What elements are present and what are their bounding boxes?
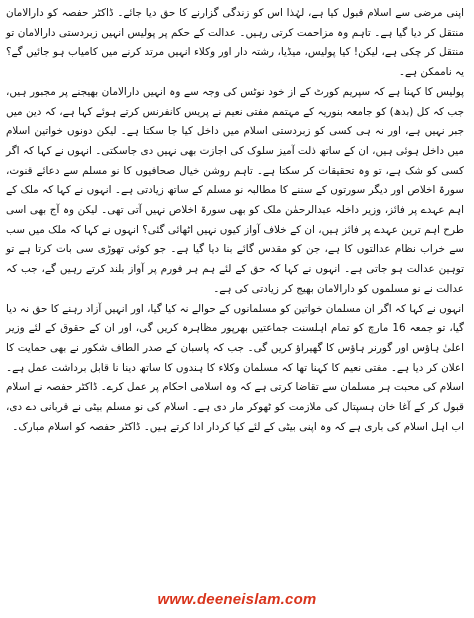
paragraph-1: اپنی مرضی سے اسلام قبول کیا ہے، لہٰذا اس کو زندگی گزارنے کا حق دیا جائے۔ ڈاکٹر حفصہ کو دارالامان منتقل کر دیا گیا ہے۔ تاہم وہ مزاحمت کرتی رہیں۔ عدالت کے حکم پر پولیس انہیں زبردستی دارالامان تو منتقل کر چکی ہے، لیکن! کیا پولیس، میڈیا، رشتہ دار اور وکلاء انہیں مرتد کرنے میں کامیاب ہو جائیں گے؟ یہ ناممکن ہے۔ [6, 7, 464, 79]
footer-website-url: www.deeneislam.com [157, 591, 317, 608]
paragraph-2: پولیس کا کہنا ہے کہ سپریم کورٹ کے از خود نوٹس کی وجہ سے وہ انہیں دارالامان بھیجنے پر مجبور ہیں، جب کہ کل (بدھ) کو جامعہ بنوریہ کے مہتمم مفتی نعیم نے پریس کانفرنس کرتے ہوئے کہا ہے، کہ دین میں جبر نہیں ہے، اور نہ ہی کسی کو زبردستی اسلام میں داخل کیا جا سکتا ہے۔ لیکن دونوں خواتین اسلام میں داخل ہوئی ہیں، ان کے ساتھ ذلت آمیز سلوک کی اجازت بھی نہیں دی جاسکتی۔ انہوں نے کہا کہ اگر کسی کو شک ہے، تو وہ تحقیقات کر سکتا ہے۔ تاہم روشن خیال صحافیوں کا نو مسلم سے دعائے قنوت، سورۃ اخلاص اور دیگر سورتوں کے سننے کا مطالبہ نو مسلم کے ساتھ زیادتی ہے۔ انہوں نے کہا کہ ملک کے اہم عہدے پر فائز، وزیر داخلہ عبدالرحمٰن ملک کو بھی سورۃ اخلاص نہیں آتی تھی۔ لیکن وہ آج بھی اسی طرح اہم ترین عہدے پر فائز ہیں، ان کے خلاف آواز کیوں نہیں اٹھائی گئی؟ انہوں نے کہا کہ ملک میں سب سے خراب نظام عدالتوں کا ہے، جن کو مقدس گائے بنا دیا گیا ہے۔ جو کوئی تھوڑی سی بات کرتا ہے تو توہین عدالت ہو جاتی ہے۔ انہوں نے کہا کہ حق کے لئے ہم ہر فورم پر آواز بلند کرتے رہیں گے، جب کہ عدالت نے نو مسلموں کو دارالامان بھیج کر زیادتی کی ہے۔ [6, 85, 464, 295]
paragraph-3: انہوں نے کہا کہ اگر ان مسلمان خواتین کو مسلمانوں کے حوالے نہ کیا گیا، اور انہیں آزاد رہنے کا حق نہ دیا گیا، تو جمعہ 16 مارچ کو تمام اہلسنت جماعتیں بھرپور مظاہرہ کریں گی، اور ان کے حقوق کے لئے وزیر اعلیٰ ہاؤس اور گورنر ہاؤس کا گھیراؤ کریں گی۔ جب کہ پاسبان کے صدر الطاف شکور نے بھی حمایت کا اعلان کر دیا ہے۔ مفتی نعیم کا کہنا تھا کہ مسلمان وکلاء کا ہندوں کا ساتھ دینا نا قابل برداشت عمل ہے۔ اسلام کی محبت ہر مسلمان سے تقاضا کرتی ہے کہ وہ اسلامی احکام پر عمل کرے۔ ڈاکٹر حفصہ نے اسلام قبول کر کے آغا خان ہسپتال کی ملازمت کو ٹھوکر مار دی ہے۔ اسلام کی نو مسلم بیٹی نے قربانی دے دی، اب اہل اسلام کی باری ہے کہ وہ اپنی بیٹی کے لئے کیا کردار ادا کرتے ہیں۔ ڈاکٹر حفصہ کو اسلام مبارک۔ [6, 302, 464, 433]
article-body [4, 4, 466, 582]
